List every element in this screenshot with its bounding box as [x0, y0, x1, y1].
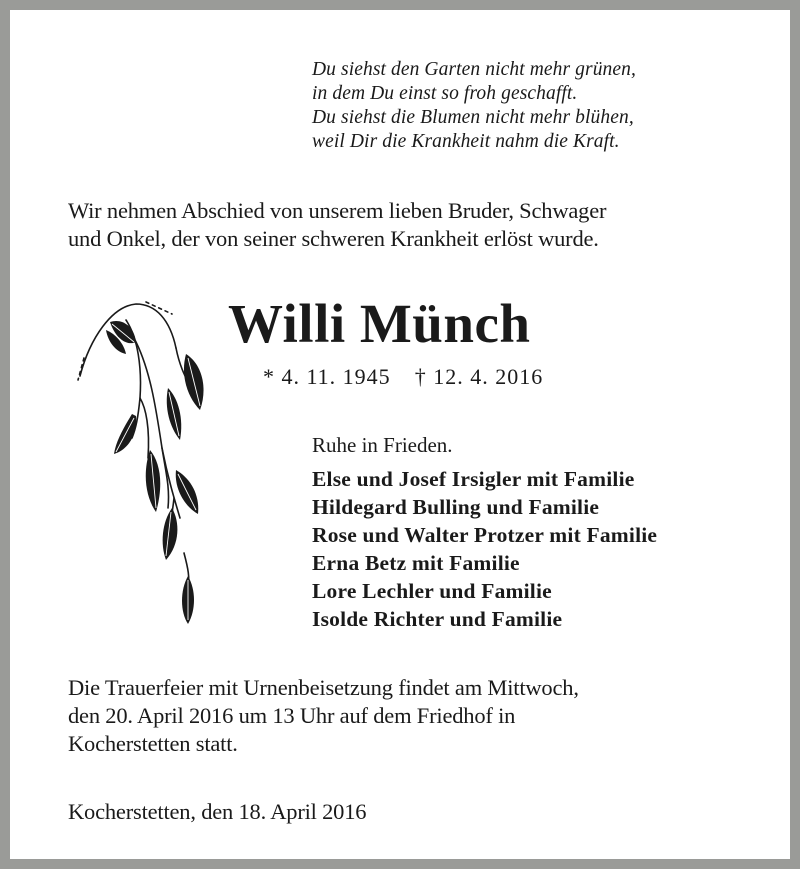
mourner-entry: Lore Lechler und Familie: [312, 579, 552, 603]
mourner-entry: Erna Betz mit Familie: [312, 551, 520, 575]
place-and-date: Kocherstetten, den 18. April 2016: [68, 799, 367, 824]
intro-text: [68, 197, 606, 253]
obituary-card: [10, 10, 790, 859]
birth-date: * 4. 11. 1945: [263, 364, 391, 389]
poem-line: Du siehst die Blumen nicht mehr blühen,: [312, 107, 634, 128]
poem-line: weil Dir die Krankheit nahm die Kraft.: [312, 131, 620, 152]
mourner-entry: Rose und Walter Protzer mit Familie: [312, 523, 658, 547]
funeral-service-info: [68, 674, 579, 758]
death-date: † 12. 4. 2016: [414, 364, 544, 389]
mourners-list: [312, 465, 657, 633]
mourner-entry: Else und Josef Irsigler mit Familie: [312, 467, 635, 491]
service-line: den 20. April 2016 um 13 Uhr auf dem Friedhof in: [68, 703, 516, 728]
service-line: Kocherstetten statt.: [68, 731, 238, 756]
service-line: Die Trauerfeier mit Urnenbeisetzung findet am Mittwoch,: [68, 675, 579, 700]
poem-line: in dem Du einst so froh geschafft.: [312, 83, 578, 104]
mourner-entry: Isolde Richter und Familie: [312, 607, 563, 631]
poem-line: Du siehst den Garten nicht mehr grünen,: [312, 59, 636, 80]
intro-line: Wir nehmen Abschied von unserem lieben Bruder, Schwager: [68, 198, 607, 223]
deceased-name: Willi Münch: [228, 293, 531, 354]
mourner-entry: Hildegard Bulling und Familie: [312, 495, 600, 519]
intro-line: und Onkel, der von seiner schweren Krankheit erlöst wurde.: [68, 226, 599, 251]
poem: [312, 58, 636, 154]
life-dates: [263, 362, 543, 392]
rest-in-peace-text: Ruhe in Frieden.: [312, 433, 453, 457]
hanging-leaves-branch-icon: [76, 298, 216, 628]
